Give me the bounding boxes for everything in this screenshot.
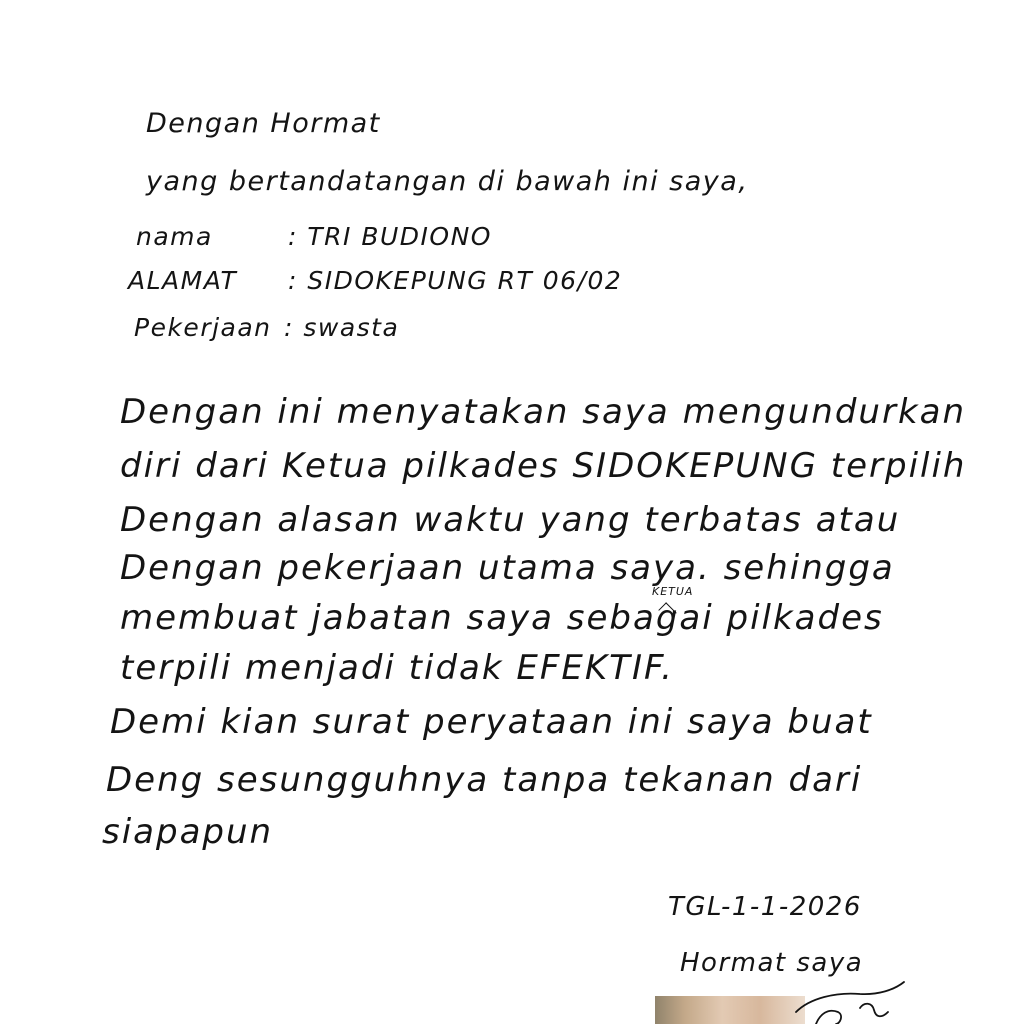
body-line: terpili menjadi tidak EFEKTIF.: [120, 648, 674, 688]
revenue-stamp: [655, 996, 805, 1024]
intro-line: yang bertandatangan di bawah ini saya,: [146, 166, 749, 197]
closing-line: siapapun: [102, 812, 274, 852]
pekerjaan-value: : swasta: [284, 313, 400, 342]
signature-mark: [790, 962, 910, 1024]
greeting: Dengan Hormat: [146, 108, 381, 139]
letter-date: TGL-1-1-2026: [668, 892, 862, 922]
alamat-label: ALAMAT: [128, 266, 238, 295]
body-line: membuat jabatan saya sebagai pilkades: [120, 598, 884, 638]
alamat-value: : SIDOKEPUNG RT 06/02: [288, 266, 623, 295]
body-line: Dengan alasan waktu yang terbatas atau: [120, 500, 901, 540]
insertion-ketua: KETUA: [652, 585, 694, 598]
body-line: diri dari Ketua pilkades SIDOKEPUNG terpilih: [120, 446, 967, 486]
nama-label: nama: [136, 222, 213, 251]
closing-line: Demi kian surat peryataan ini saya buat: [110, 702, 873, 742]
pekerjaan-label: Pekerjaan: [134, 313, 272, 342]
body-line: Dengan ini menyatakan saya mengundurkan: [120, 392, 967, 432]
closing-line: Deng sesungguhnya tanpa tekanan dari: [106, 760, 863, 800]
sign-off: Hormat saya: [680, 948, 864, 978]
nama-value: : TRI BUDIONO: [288, 222, 492, 251]
body-line: Dengan pekerjaan utama saya. sehingga: [120, 548, 895, 588]
